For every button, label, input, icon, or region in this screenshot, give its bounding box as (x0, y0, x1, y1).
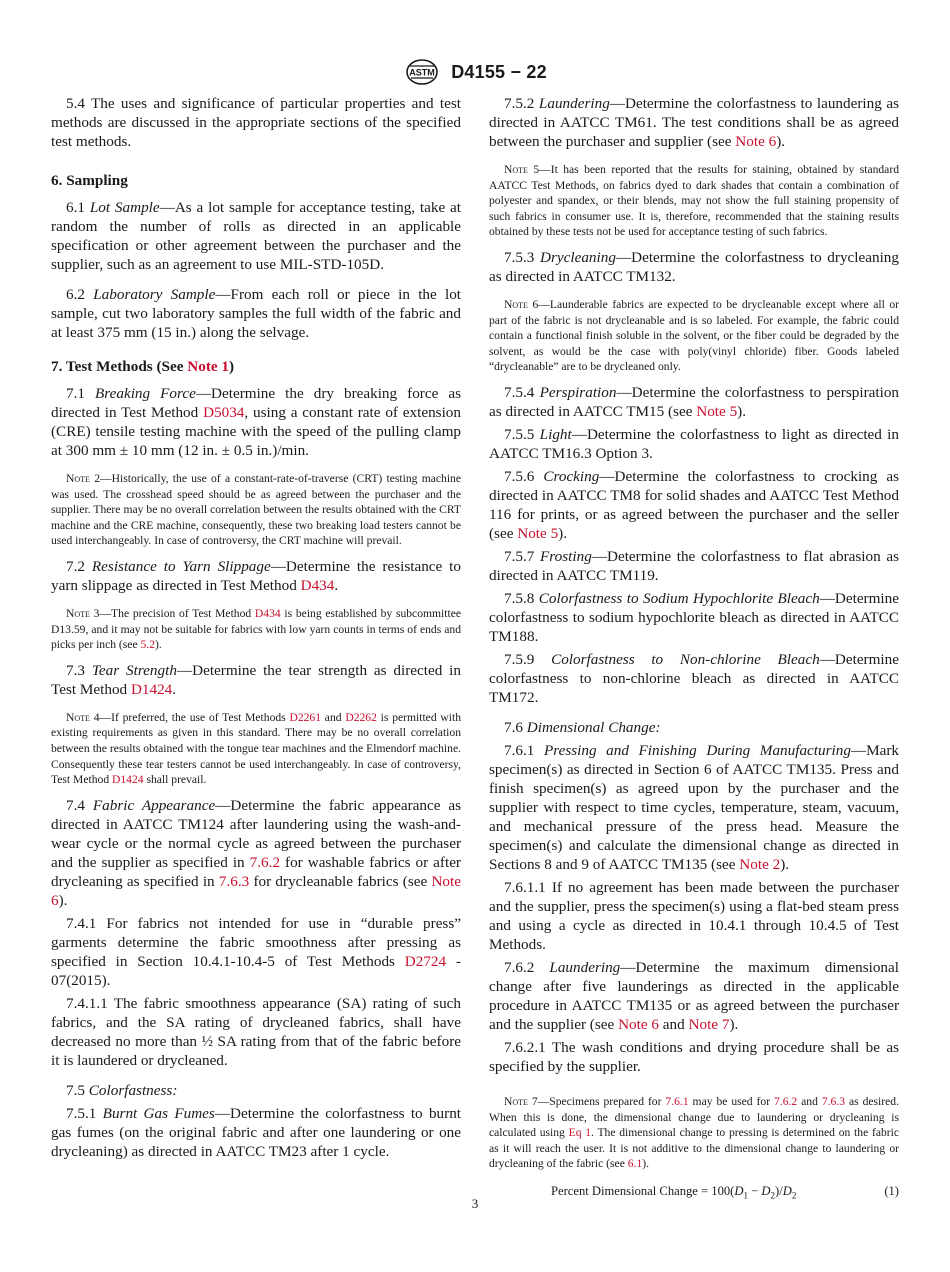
note-2: Note 2—Historically, the use of a constant-rate-of-traverse (CRT) testing machine was used. The crosshead speed should be as agreed between the purchaser and the supplier. There may be no overall correlation between the results obtained with the CRT machine and the CRE machine, consequently, these two breaking load testers cannot be used interchangeably. In case of controversy, the CRT machine will prevail. (51, 472, 461, 548)
svg-text:ASTM: ASTM (409, 67, 435, 78)
paragraph-7-5: 7.5 Colorfastness: (66, 1081, 178, 1099)
link-d2724[interactable]: D2724 (404, 952, 447, 970)
link-note-7[interactable]: Note 7 (688, 1015, 730, 1033)
paragraph-6-2: 6.2 Laboratory Sample—From each roll or piece in the lot sample, cut two laboratory samples the full width of the fabric and at least 375 mm (15 in.) along the selvage. (51, 286, 462, 341)
link-7-6-2-note[interactable]: 7.6.2 (774, 1094, 798, 1108)
page-number: 3 (471, 1196, 479, 1211)
paragraph-7-6-1-1: 7.6.1.1 If no agreement has been made between the purchaser and the supplier, press the specimen(s) using a flat-bed steam press and using a cycle as directed in 10.4.1 through 10.4.5 of Test Methods. (489, 878, 899, 953)
paragraph-7-6-2: 7.6.2 Laundering—Determine the maximum dimensional change after five launderings as directed in the applicable procedure in AATCC TM135 or as agreed between the purchaser and the supplier (see Note 6 and Note 7). (489, 958, 899, 1033)
paragraph-7-5-3: 7.5.3 Drycleaning—Determine the colorfastness to drycleaning as directed in AATCC TM132. (489, 248, 899, 285)
page-header (0, 58, 950, 86)
note-7: Note 7—Specimens prepared for 7.6.1 may be used for 7.6.2 and 7.6.3 as desired. When this is done, the dimensional change due to laundering or drycleaning is calculated using Eq 1. The dimensional change to pressing is determined on the fabric as it will reach the user. It is not additive to the dimensional change to laundering or drycleaning of the fabric (see 6.1). (489, 1094, 899, 1171)
paragraph-7-4: 7.4 Fabric Appearance—Determine the fabric appearance as directed in AATCC TM124 after laundering using the wash-and-wear cycle or the normal cycle as agreed between the purchaser and the supplier as specified in 7.6.2 for washable fabrics or after drycleaning as specified in 7.6.3 for drycleanable fabrics (see Note 6). (51, 796, 462, 909)
paragraph-7-5-5: 7.5.5 Light—Determine the colorfastness to light as directed in AATCC TM16.3 Option 3. (489, 425, 899, 462)
paragraph-7-6-1: 7.6.1 Pressing and Finishing During Manufacturing—Mark specimen(s) as directed in Section 6 of AATCC TM135. Press and finish specimen(s) as agreed upon by the purchaser and the supplier with respect to time cycles, temperature, steam, vacuum, and mechanical pressure of the press head. Measure the specimen(s) and calculate the dimensional change as directed in Sections 8 and 9 of AATCC TM135 (see Note 2). (489, 741, 900, 873)
link-d434-note[interactable]: D434 (254, 606, 281, 620)
astm-logo-icon (403, 58, 441, 86)
link-d434[interactable]: D434 (300, 576, 335, 594)
note-6: Note 6—Launderable fabrics are expected to be drycleanable except where all or part of the fabric is not drycleanable and is so labeled. For example, the fabric could contain a functional finish soluble in the solvent, or the fiber could be degraded by the solvent, as would be the case with poly(vinyl chloride) fiber. Goods labeled “drycleanable” are to be drycleaned only. (489, 297, 899, 374)
link-5-2[interactable]: 5.2 (140, 638, 155, 652)
paragraph-7-5-4: 7.5.4 Perspiration—Determine the colorfastness to perspiration as directed in AATCC TM15 (see Note 5). (489, 383, 900, 420)
equation-number: (1) (884, 1183, 899, 1198)
link-6-1[interactable]: 6.1 (627, 1157, 643, 1171)
link-note-5-b[interactable]: Note 5 (517, 524, 559, 542)
paragraph-7-1: 7.1 Breaking Force—Determine the dry breaking force as directed in Test Method D5034, using a constant rate of extension (CRE) tensile testing machine with the speed of the pulling clamp at 300 mm ± 10 mm (12 in. ± 0.5 in.)/min. (51, 385, 462, 459)
note-5: Note 5—It has been reported that the results for staining, obtained by standard AATCC Test Methods, on fabrics dyed to dark shades that contain a combination of polyester and spandex, or their blends, may not show the full staining propensity of such fabrics in consumer use. It is, therefore, recommended that the staining results obtained by these tests not be used for acceptance testing of such fabrics. (489, 163, 899, 239)
link-note-2[interactable]: Note 2 (739, 855, 781, 873)
link-d1424-note[interactable]: D1424 (112, 773, 144, 787)
paragraph-5-4: 5.4 The uses and significance of particular properties and test methods are discussed in the appropriate sections of the specified test methods. (51, 95, 461, 150)
standard-designation: D4155 − 22 (451, 61, 547, 82)
equation-expression: Percent Dimensional Change = $100(D_1 - D_2)/D_2$ (551, 1183, 797, 1201)
link-note-5-a[interactable]: Note 5 (696, 402, 738, 420)
paragraph-7-3: 7.3 Tear Strength—Determine the tear strength as directed in Test Method D1424. (51, 661, 461, 698)
paragraph-7-2: 7.2 Resistance to Yarn Slippage—Determine the resistance to yarn slippage as directed in Test Method D434. (51, 557, 461, 594)
note-4: Note 4—If preferred, the use of Test Methods D2261 and D2262 is permitted with existing requirements as given in this standard. There may be no overall correlation between the results obtained with the tongue tear machines and the Elmendorf machine. Consequently these tear testers cannot be used interchangeably. In case of controversy, Test Method D1424 shall prevail. (51, 710, 462, 787)
paragraph-7-5-6: 7.5.6 Crocking—Determine the colorfastness to crocking as directed in AATCC TM8 for solid shades and AATCC Test Method 116 for prints, or as agreed between the purchaser and the seller (see Note 5). (489, 467, 900, 542)
paragraph-7-5-1: 7.5.1 Burnt Gas Fumes—Determine the colorfastness to burnt gas fumes (on the original fabric and after one laundering or one drycleaning) as directed in AATCC TM23 after 1 cycle. (51, 1104, 462, 1160)
link-note-1[interactable]: Note 1 (187, 358, 230, 375)
paragraph-7-4-1-1: 7.4.1.1 The fabric smoothness appearance (SA) rating of such fabrics, and the SA rating of drycleaned fabrics, shall have decreased no more than ½ SA rating from that of the fabric before it is laundered or drycleaned. (51, 994, 461, 1069)
link-d1424[interactable]: D1424 (130, 680, 173, 698)
right-column (489, 94, 899, 1202)
paragraph-7-5-7: 7.5.7 Frosting—Determine the colorfastness to flat abrasion as directed in AATCC TM119. (489, 547, 899, 584)
link-d2262[interactable]: D2262 (345, 710, 377, 724)
link-7-6-3-note[interactable]: 7.6.3 (821, 1094, 846, 1108)
section-heading-sampling: 6. Sampling (51, 172, 128, 189)
paragraph-7-4-1: 7.4.1 For fabrics not intended for use in “durable press” garments determine the fabric smoothness after pressing as specified in Section 10.4.1-10.4-5 of Test Methods D2724 - 07(2015). (51, 914, 461, 989)
note-3: Note 3—The precision of Test Method D434 is being established by subcommittee D13.59, and it may not be suitable for fabrics with low yarn counts in terms of ends and picks per inch (see 5.2). (51, 606, 461, 652)
paragraph-7-5-2: 7.5.2 Laundering—Determine the colorfastness to laundering as directed in AATCC TM61. The test conditions shall be as agreed between the purchaser and supplier (see Note 6). (489, 95, 899, 150)
link-d2261[interactable]: D2261 (289, 710, 322, 724)
link-note-6-a[interactable]: Note 6 (735, 133, 777, 150)
link-d5034[interactable]: D5034 (203, 404, 245, 421)
link-note-6[interactable]: Note 6 (51, 872, 461, 909)
paragraph-7-6-2-1: 7.6.2.1 The wash conditions and drying procedure shall be as specified by the supplier. (489, 1038, 899, 1075)
link-7-6-3[interactable]: 7.6.3 (218, 872, 250, 890)
section-heading-test-methods: 7. Test Methods (See Note 1) (51, 358, 235, 375)
left-column (51, 94, 461, 1161)
link-7-6-2[interactable]: 7.6.2 (249, 853, 281, 871)
paragraph-7-5-8: 7.5.8 Colorfastness to Sodium Hypochlorite Bleach—Determine colorfastness to sodium hypochlorite bleach as directed in AATCC TM188. (489, 589, 899, 645)
paragraph-7-6: 7.6 Dimensional Change: (504, 718, 661, 736)
paragraph-7-5-9: 7.5.9 Colorfastness to Non-chlorine Bleach—Determine colorfastness to non-chlorine bleach as directed in AATCC TM172. (489, 650, 899, 706)
link-7-6-1[interactable]: 7.6.1 (665, 1094, 689, 1108)
link-note-6-b[interactable]: Note 6 (618, 1015, 659, 1033)
link-eq-1[interactable]: Eq 1 (568, 1126, 592, 1140)
paragraph-6-1: 6.1 Lot Sample—As a lot sample for acceptance testing, take at random the number of rolls as directed in an applicable specification or other agreement between the purchaser and the supplier, such as an agreement to use MIL-STD-105D. (51, 199, 462, 273)
